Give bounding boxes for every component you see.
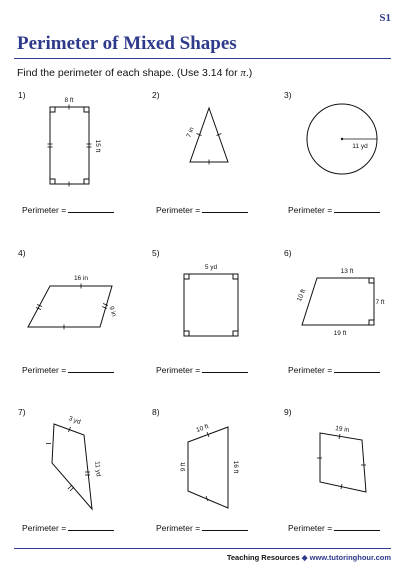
answer-blank[interactable] <box>334 364 380 373</box>
dimension-label: 15 ft <box>94 139 101 153</box>
problem-9 <box>280 407 405 562</box>
problem-3 <box>280 90 405 245</box>
answer-row <box>156 522 248 533</box>
answer-row <box>156 364 248 375</box>
answer-label: Perimeter = <box>156 205 201 215</box>
answer-blank[interactable] <box>68 364 114 373</box>
answer-row <box>22 364 114 375</box>
dimension-label: 9 ft <box>180 462 187 472</box>
dimension-label: 3 yd <box>67 415 82 426</box>
dimension-label: 5 yd <box>204 264 218 271</box>
problem-number: 3) <box>284 90 292 100</box>
answer-blank[interactable] <box>68 522 114 531</box>
answer-blank[interactable] <box>202 522 248 531</box>
answer-label: Perimeter = <box>288 205 333 215</box>
answer-label: Perimeter = <box>22 523 67 533</box>
footer-site-link[interactable]: www.tutoringhour.com <box>309 553 391 562</box>
problem-number: 4) <box>18 248 26 258</box>
answer-row <box>22 522 114 533</box>
problem-number: 2) <box>152 90 160 100</box>
answer-row <box>156 204 248 215</box>
dimension-label: 19 in <box>334 425 350 434</box>
problem-7 <box>14 407 147 562</box>
dimension-label: 16 ft <box>232 460 239 474</box>
answer-label: Perimeter = <box>156 365 201 375</box>
answer-row <box>22 204 114 215</box>
dimension-label: 7 in <box>185 126 196 139</box>
answer-blank[interactable] <box>334 522 380 531</box>
dimension-label: 11 yd <box>93 460 102 477</box>
problem-8 <box>148 407 281 562</box>
sheet-id: S1 <box>379 12 391 24</box>
answer-row <box>288 364 380 375</box>
answer-row <box>288 522 380 533</box>
dimension-label: 16 in <box>73 275 89 282</box>
diamond-icon: ◆ <box>301 553 308 562</box>
problem-1 <box>14 90 147 245</box>
problem-number: 8) <box>152 407 160 417</box>
problem-number: 7) <box>18 407 26 417</box>
dimension-label: 10 ft <box>195 423 210 435</box>
answer-label: Perimeter = <box>288 523 333 533</box>
problem-number: 6) <box>284 248 292 258</box>
page-title: Perimeter of Mixed Shapes <box>17 33 237 54</box>
answer-blank[interactable] <box>334 204 380 213</box>
dimension-label: 7 ft <box>375 299 385 306</box>
dimension-label: 13 ft <box>340 268 354 275</box>
answer-label: Perimeter = <box>156 523 201 533</box>
dimension-label: 9 in <box>107 305 118 318</box>
problem-2 <box>148 90 281 245</box>
answer-blank[interactable] <box>68 204 114 213</box>
answer-blank[interactable] <box>202 204 248 213</box>
footer <box>227 553 391 562</box>
footer-prefix: Teaching Resources <box>226 553 300 562</box>
dimension-label: 8 ft <box>64 97 74 104</box>
problem-number: 5) <box>152 248 160 258</box>
answer-label: Perimeter = <box>288 365 333 375</box>
dimension-label: 11 yd <box>352 143 368 150</box>
problem-6 <box>280 248 405 403</box>
problem-number: 9) <box>284 407 292 417</box>
dimension-label: 10 ft <box>295 288 308 303</box>
footer-divider <box>14 548 391 549</box>
answer-label: Perimeter = <box>22 205 67 215</box>
problem-number: 1) <box>18 90 26 100</box>
problem-4 <box>14 248 147 403</box>
answer-row <box>288 204 380 215</box>
dimension-label: 19 ft <box>333 330 347 337</box>
answer-blank[interactable] <box>202 364 248 373</box>
answer-label: Perimeter = <box>22 365 67 375</box>
problem-5 <box>148 248 281 403</box>
instructions: Find the perimeter of each shape. (Use 3.14 for π.) <box>17 67 253 79</box>
title-divider <box>14 58 391 59</box>
